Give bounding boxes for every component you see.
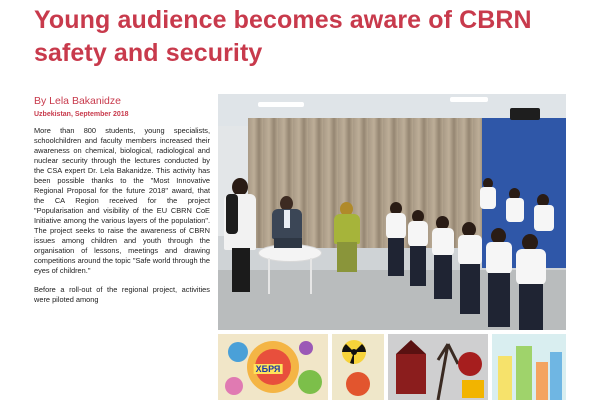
article-byline: By Lela Bakanidze (34, 95, 121, 107)
ceiling-light (450, 97, 488, 102)
photo-table-leg (310, 258, 312, 294)
drawing-3-graphic (388, 334, 488, 400)
article-paragraph-2: Before a roll-out of the regional project, activities were piloted among (34, 285, 210, 304)
childrens-drawing-2 (332, 334, 384, 400)
drawing-4-graphic (492, 334, 566, 400)
article-headline: Young audience becomes aware of CBRN safety and security (34, 6, 532, 67)
projector-icon (510, 108, 540, 120)
photo-table-leg (268, 258, 270, 294)
photo-floor (218, 270, 566, 330)
ceiling-light (258, 102, 304, 107)
classroom-photo (218, 94, 566, 330)
drawing-1-label: ХБРЯ (255, 364, 281, 374)
childrens-drawing-1 (218, 334, 328, 400)
article-paragraph-1: More than 800 students, young specialists, schoolchildren and faculty members increased their awareness on chemical, biological, radiological and nuclear security through the lectures conducted by the CSA expert Dr. Lela Bakanidze. This activity has been possible thanks to the "Most Innovative Regional Proposal for the future 2018" award, that the CA Region received for the project "Popularisation and visibility of the EU CBRN CoE Initiative among the various layers of the population". The project seeks to raise the awareness of CBRN issues among children and youth through the organisation of lessons, meetings and drawing competitions around the topic "Safe world through the eyes of children." (34, 126, 210, 275)
childrens-drawing-3 (388, 334, 488, 400)
childrens-drawing-4 (492, 334, 566, 400)
radiation-symbol-icon (332, 334, 384, 400)
article-place-date: Uzbekistan, September 2018 (34, 111, 129, 118)
article-body (34, 126, 210, 314)
